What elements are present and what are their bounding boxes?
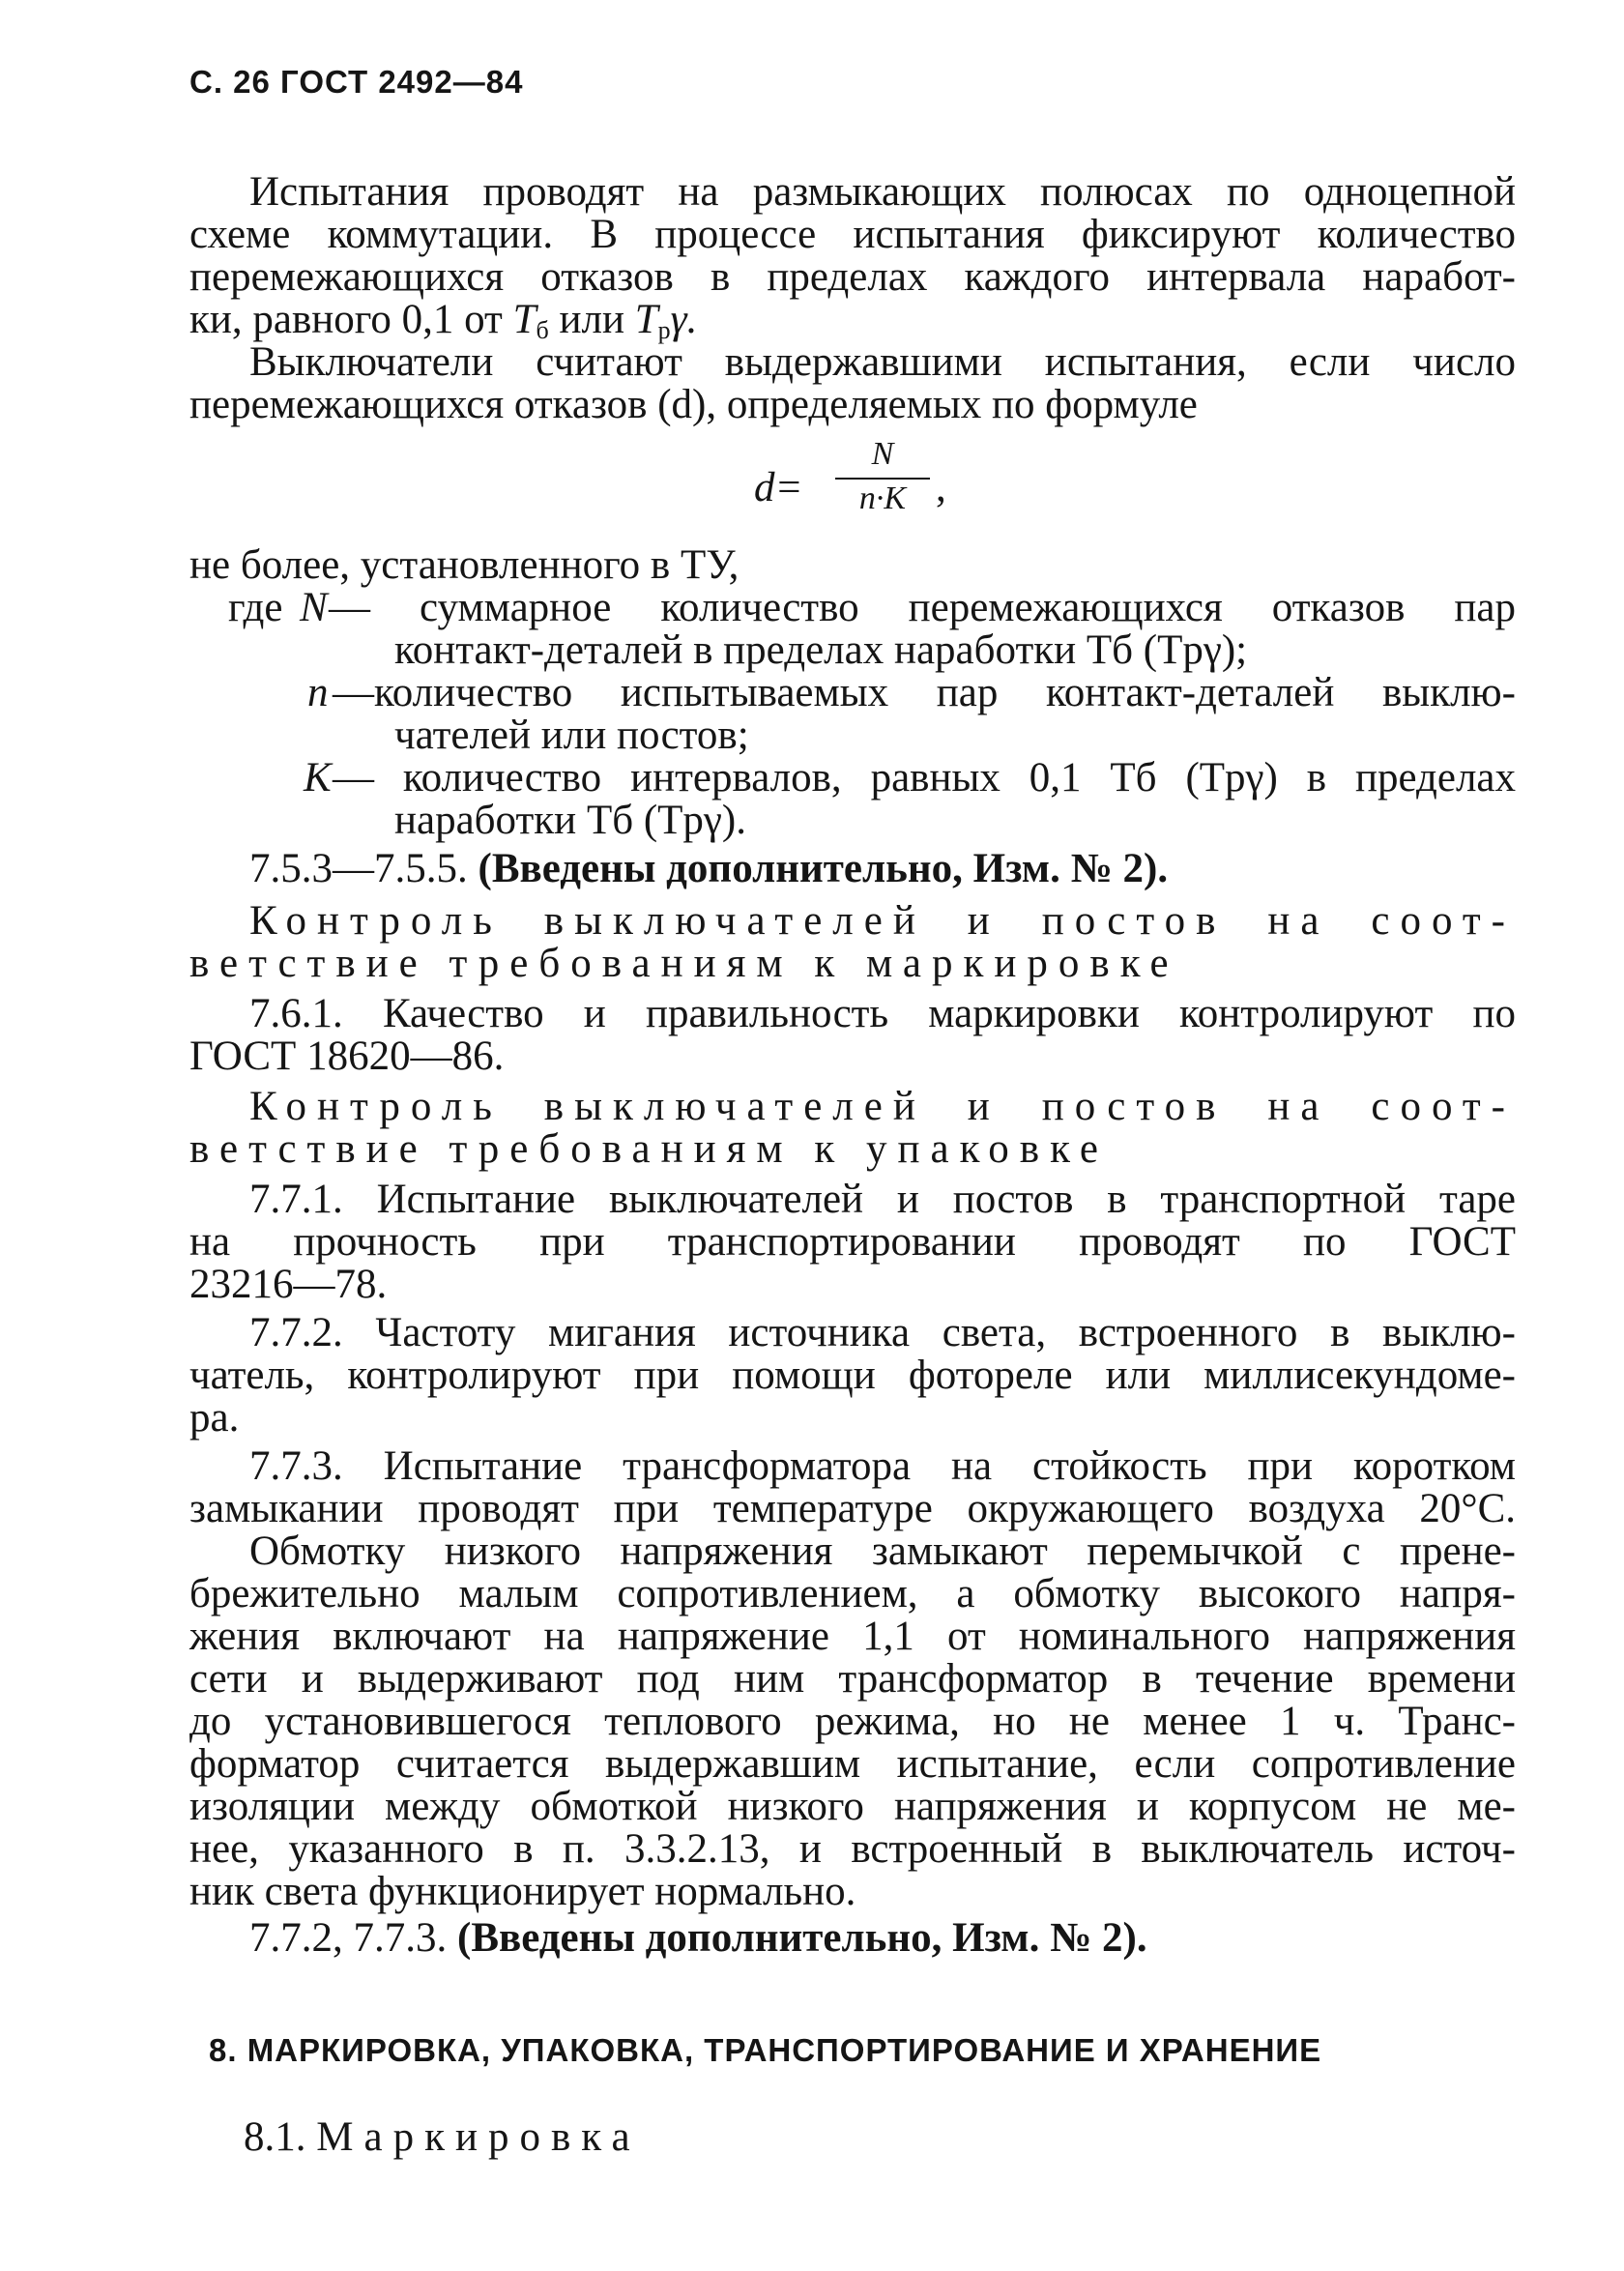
text-line: чатель, контролируют при помощи фотореле или миллисекундоме-	[189, 1353, 1516, 1398]
symbol-T: T	[634, 297, 658, 342]
text-line: ник света функционирует нормально.	[189, 1869, 856, 1914]
symbol-gamma: γ.	[670, 297, 698, 342]
text-line: форматор считается выдержавшим испытание, если сопротивление	[189, 1741, 1516, 1787]
section-heading: Контроль выключателей и постов на соот-	[249, 898, 1516, 944]
where-lead: где	[228, 585, 283, 630]
text-line: чателей или постов;	[394, 713, 749, 758]
text-line: Выключатели считают выдержавшими испытания, если число	[249, 339, 1516, 385]
note-text: (Введены дополнительно, Изм. № 2).	[478, 846, 1169, 891]
note-number: 7.5.3—7.5.5.	[249, 846, 468, 891]
where-term-n: n	[307, 670, 329, 715]
text-line: схеме коммутации. В процессе испытания фиксируют количество	[189, 212, 1516, 257]
subscript: б	[536, 316, 549, 344]
where-term-N: N	[300, 585, 328, 630]
text-line: брежительно малым сопротивлением, а обмотку высокого напря-	[189, 1571, 1516, 1616]
subsection-number: 8.1.	[244, 2114, 306, 2160]
text-line: до установившегося теплового режима, но не менее 1 ч. Транс-	[189, 1699, 1516, 1744]
text-line: нее, указанного в п. 3.3.2.13, и встроенный в выключатель источ-	[189, 1826, 1516, 1872]
section-heading: ветствие требованиям к упаковке	[189, 1126, 1109, 1172]
text-line: перемежающихся отказов (d), определяемых по формуле	[189, 382, 1198, 427]
subscript: р	[657, 316, 671, 344]
text-line: замыкании проводят при температуре окружающего воздуха 20°С.	[189, 1486, 1516, 1531]
symbol-T: T	[512, 297, 536, 342]
text-line: изоляции между обмоткой низкого напряжения и корпусом не ме-	[189, 1784, 1516, 1829]
text-line: Испытания проводят на размыкающих полюсах по одноцепной	[249, 169, 1516, 215]
note-number: 7.7.2, 7.7.3.	[249, 1915, 448, 1961]
text-line: 23216—78.	[189, 1262, 388, 1307]
text-line: 7.7.3. Испытание трансформатора на стойкость при коротком	[249, 1443, 1516, 1489]
text-line: перемежающихся отказов в пределах каждого интервала наработ-	[189, 254, 1516, 300]
text-line: контакт-деталей в пределах наработки Tб (Tрγ);	[394, 627, 1248, 673]
formula-comma: ,	[936, 465, 946, 510]
text-line: — количество интервалов, равных 0,1 Tб (Tрγ) в пределах	[333, 755, 1516, 801]
text-fragment: ки, равного 0,1 от	[189, 297, 503, 342]
section-heading: Контроль выключателей и постов на соот-	[249, 1084, 1516, 1129]
formula-denominator: n·K	[858, 480, 907, 516]
text-line: на прочность при транспортировании проводят по ГОСТ	[189, 1219, 1516, 1265]
text-line: 7.7.2. Частоту мигания источника света, встроенного в выклю-	[249, 1310, 1516, 1355]
text-fragment: или	[548, 297, 635, 342]
text-line: ра.	[189, 1395, 240, 1441]
text-line: 7.7.1. Испытание выключателей и постов в транспортной таре	[249, 1177, 1516, 1222]
text-line: наработки Tб (Tрγ).	[394, 798, 746, 843]
text-line: 7.6.1. Качество и правильность маркировки контролируют по	[249, 991, 1516, 1036]
page-header: С. 26 ГОСТ 2492—84	[189, 64, 524, 100]
formula-fraction	[835, 435, 930, 518]
note-text: (Введены дополнительно, Изм. № 2).	[457, 1915, 1147, 1961]
amendment-note	[249, 847, 1576, 891]
text-line: не более, установленного в ТУ,	[189, 542, 740, 588]
where-term-K: K	[304, 755, 332, 801]
subsection-heading	[244, 2115, 1570, 2160]
text-line: — суммарное количество перемежающихся отказов пар	[329, 585, 1516, 630]
subsection-title: Маркировка	[316, 2114, 641, 2160]
text-line: сети и выдерживают под ним трансформатор в течение времени	[189, 1656, 1516, 1702]
text-line: —количество испытываемых пар контакт-деталей выклю-	[333, 670, 1516, 715]
section-heading: ветствие требованиям к маркировке	[189, 941, 1179, 986]
text-line	[189, 298, 1516, 342]
text-line: ГОСТ 18620—86.	[189, 1034, 505, 1079]
text-line: Обмотку низкого напряжения замыкают перемычкой с прене-	[249, 1529, 1516, 1574]
formula-lhs: d=	[754, 465, 803, 510]
formula-numerator: N	[871, 436, 894, 472]
section-8-heading: 8. МАРКИРОВКА, УПАКОВКА, ТРАНСПОРТИРОВАНИЕ И ХРАНЕНИЕ	[209, 2032, 1322, 2068]
amendment-note	[249, 1916, 1576, 1961]
text-line: жения включают на напряжение 1,1 от номинального напряжения	[189, 1614, 1516, 1659]
